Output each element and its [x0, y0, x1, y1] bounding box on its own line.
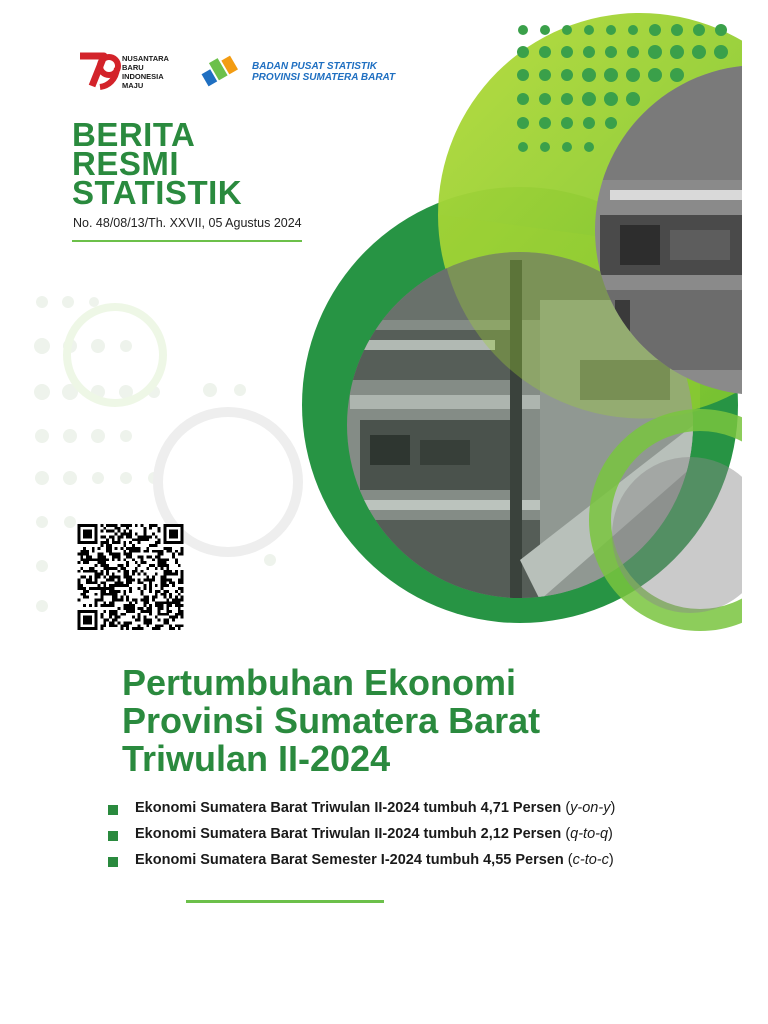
paren-close: ) [608, 852, 614, 868]
main-title-line: Pertumbuhan Ekonomi [122, 662, 517, 703]
decorative-ring-green [67, 307, 163, 403]
bps-line: PROVINSI SUMATERA BARAT [252, 72, 396, 83]
bps-agency-name [252, 61, 395, 83]
bps-line: BADAN PUSAT STATISTIK [252, 61, 377, 72]
main-title-line: Triwulan II-2024 [122, 738, 391, 779]
paren-open: ( [567, 852, 573, 868]
logo79-line: BARU [122, 63, 144, 72]
highlight-text: Ekonomi Sumatera Barat Triwulan II-2024 tumbuh 2,12 Persen [135, 826, 566, 842]
publication-number: No. 48/08/13/Th. XXVII, 05 Agustus 2024 [73, 216, 302, 230]
main-title-line: Provinsi Sumatera Barat [122, 700, 541, 741]
qr-code-icon[interactable] [75, 524, 186, 630]
bullet-square-icon [108, 831, 118, 841]
highlight-text: Ekonomi Sumatera Barat Semester I-2024 tumbuh 4,55 Persen [135, 852, 568, 868]
title-divider [72, 240, 302, 242]
growth-term: y-on-y [570, 800, 611, 816]
brs-title-line: BERITA [72, 116, 196, 153]
paren-close: ) [610, 800, 616, 816]
hut-ri-79-logo [78, 50, 122, 90]
bps-logo-icon [196, 50, 246, 90]
paren-close: ) [608, 826, 613, 842]
growth-term: c-to-c [572, 852, 609, 868]
logo79-line: NUSANTARA [122, 54, 169, 63]
paren-open: ( [565, 826, 571, 842]
brs-title [72, 116, 243, 211]
bullet-square-icon [108, 857, 118, 867]
main-title [122, 664, 540, 778]
bottom-divider [186, 900, 384, 903]
paren-open: ( [565, 800, 571, 816]
logo79-line: INDONESIA [122, 72, 164, 81]
logo79-line: MAJU [122, 81, 144, 90]
highlight-text: Ekonomi Sumatera Barat Triwulan II-2024 tumbuh 4,71 Persen [135, 800, 566, 816]
bullet-square-icon [108, 805, 118, 815]
growth-term: q-to-q [570, 826, 609, 842]
brs-title-line: RESMI [72, 145, 180, 182]
brs-title-line: STATISTIK [72, 174, 243, 211]
logo79-tagline [122, 54, 169, 90]
